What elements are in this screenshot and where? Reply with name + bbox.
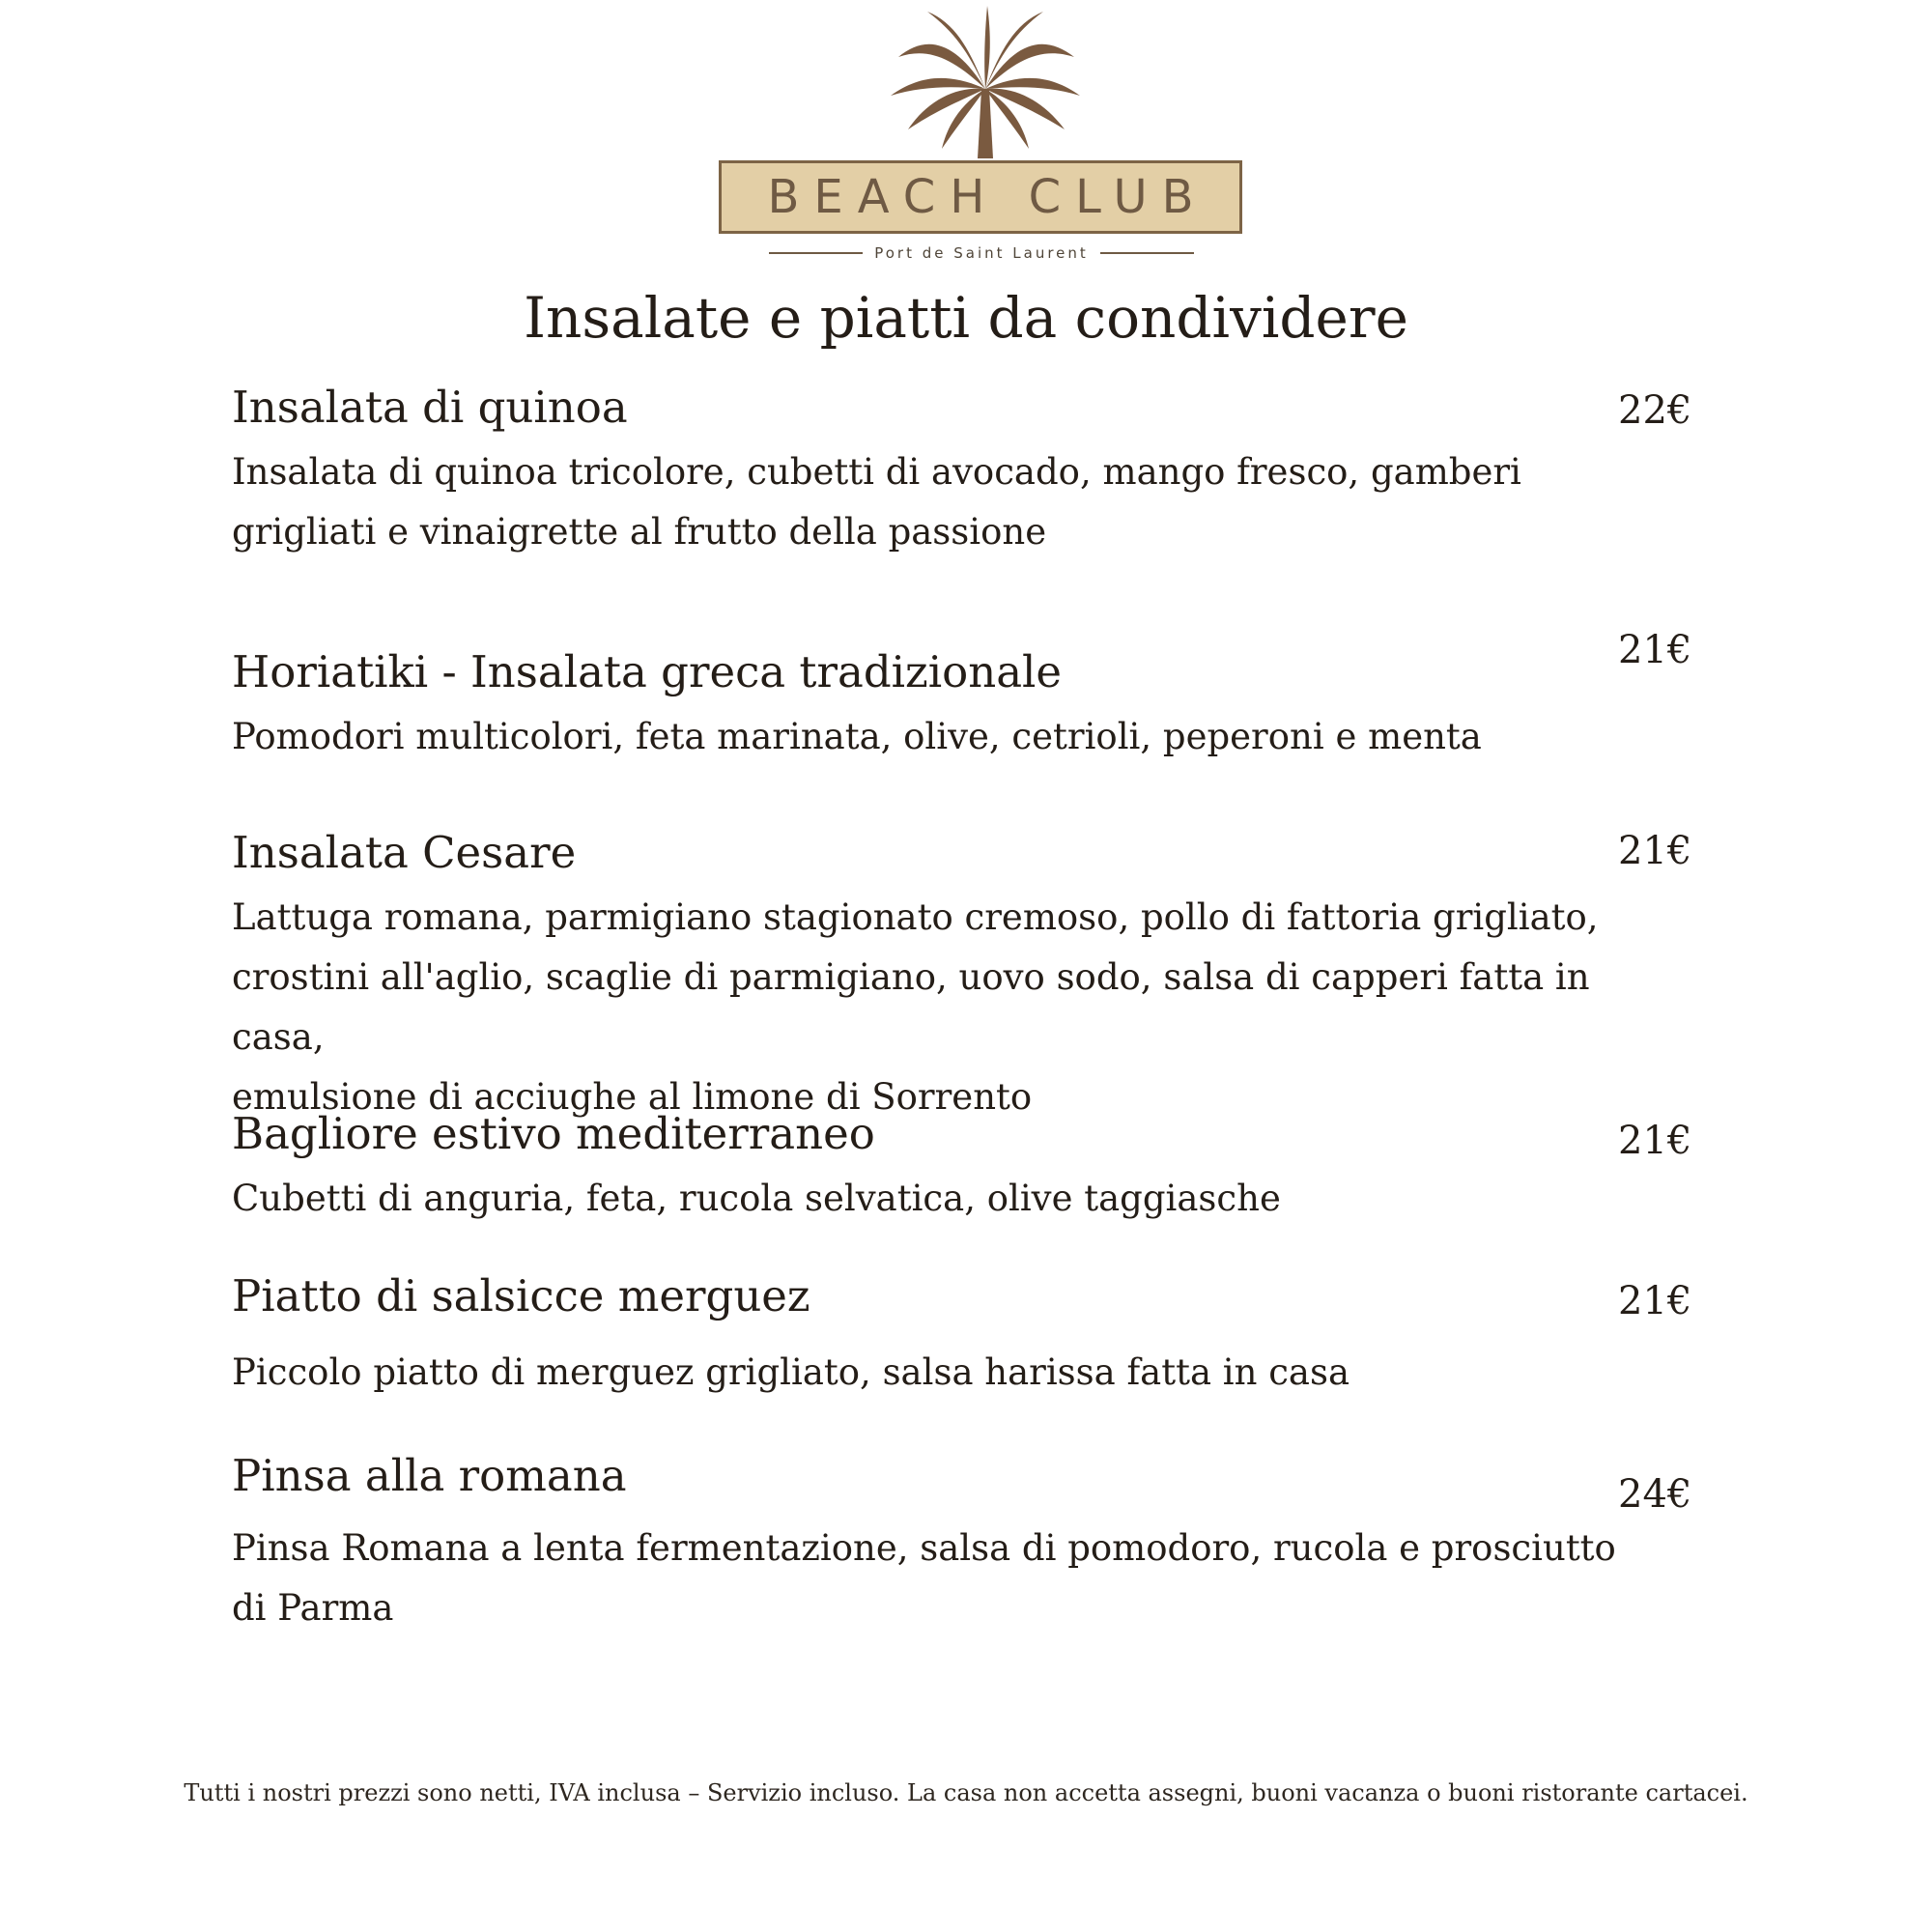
item-name: Horiatiki - Insalata greca tradizionale xyxy=(232,646,1063,697)
menu-item xyxy=(232,643,1681,767)
logo-subtitle xyxy=(769,244,1194,262)
description-line: grigliati e vinaigrette al frutto della passione xyxy=(232,511,1047,553)
description-line: di Parma xyxy=(232,1587,394,1629)
menu-item xyxy=(232,1105,1681,1229)
item-description xyxy=(232,1169,1681,1229)
item-price: 24€ xyxy=(1618,1472,1692,1517)
menu-item xyxy=(232,1267,1681,1403)
item-description xyxy=(232,1519,1681,1638)
item-price: 21€ xyxy=(1618,628,1692,672)
divider xyxy=(769,252,863,254)
description-line: Pinsa Romana a lenta fermentazione, salsa di pomodoro, rucola e prosciutto xyxy=(232,1527,1616,1569)
item-description xyxy=(232,1343,1681,1403)
menu-item xyxy=(232,379,1681,562)
item-price: 21€ xyxy=(1618,1279,1692,1323)
description-line: Lattuga romana, parmigiano stagionato cremoso, pollo di fattoria grigliato, xyxy=(232,896,1599,938)
menu-item xyxy=(232,1447,1681,1638)
logo xyxy=(715,0,1256,280)
item-price: 21€ xyxy=(1618,829,1692,873)
item-description xyxy=(232,442,1681,562)
item-name: Piatto di salsicce merguez xyxy=(232,1270,810,1321)
item-price: 21€ xyxy=(1618,1119,1692,1163)
item-name: Insalata di quinoa xyxy=(232,382,628,433)
item-name: Bagliore estivo mediterraneo xyxy=(232,1108,875,1159)
menu-item xyxy=(232,824,1681,1127)
description-line: Pomodori multicolori, feta marinata, olive, cetrioli, peperoni e menta xyxy=(232,716,1482,757)
logo-subtitle-text: Port de Saint Laurent xyxy=(874,244,1089,262)
brand-name: BEACH CLUB xyxy=(767,170,1208,224)
palm-tree-icon xyxy=(889,4,1082,163)
description-line: emulsione di acciughe al limone di Sorrento xyxy=(232,1076,1033,1118)
item-description xyxy=(232,707,1681,767)
item-price: 22€ xyxy=(1618,388,1692,433)
divider xyxy=(1100,252,1194,254)
description-line: Insalata di quinoa tricolore, cubetti di avocado, mango fresco, gamberi xyxy=(232,451,1521,493)
logo-plaque xyxy=(719,160,1242,234)
description-line: crostini all'aglio, scaglie di parmigiano, uovo sodo, salsa di capperi fatta in casa, xyxy=(232,956,1590,1058)
footer-note: Tutti i nostri prezzi sono netti, IVA inclusa – Servizio incluso. La casa non accetta assegni, buoni vacanza o buoni ristorante cartacei. xyxy=(184,1779,1748,1806)
item-description xyxy=(232,888,1681,1127)
description-line: Piccolo piatto di merguez grigliato, salsa harissa fatta in casa xyxy=(232,1351,1350,1393)
item-name: Insalata Cesare xyxy=(232,827,577,878)
section-title: Insalate e piatti da condividere xyxy=(524,285,1408,351)
item-name: Pinsa alla romana xyxy=(232,1450,627,1501)
description-line: Cubetti di anguria, feta, rucola selvatica, olive taggiasche xyxy=(232,1178,1281,1219)
